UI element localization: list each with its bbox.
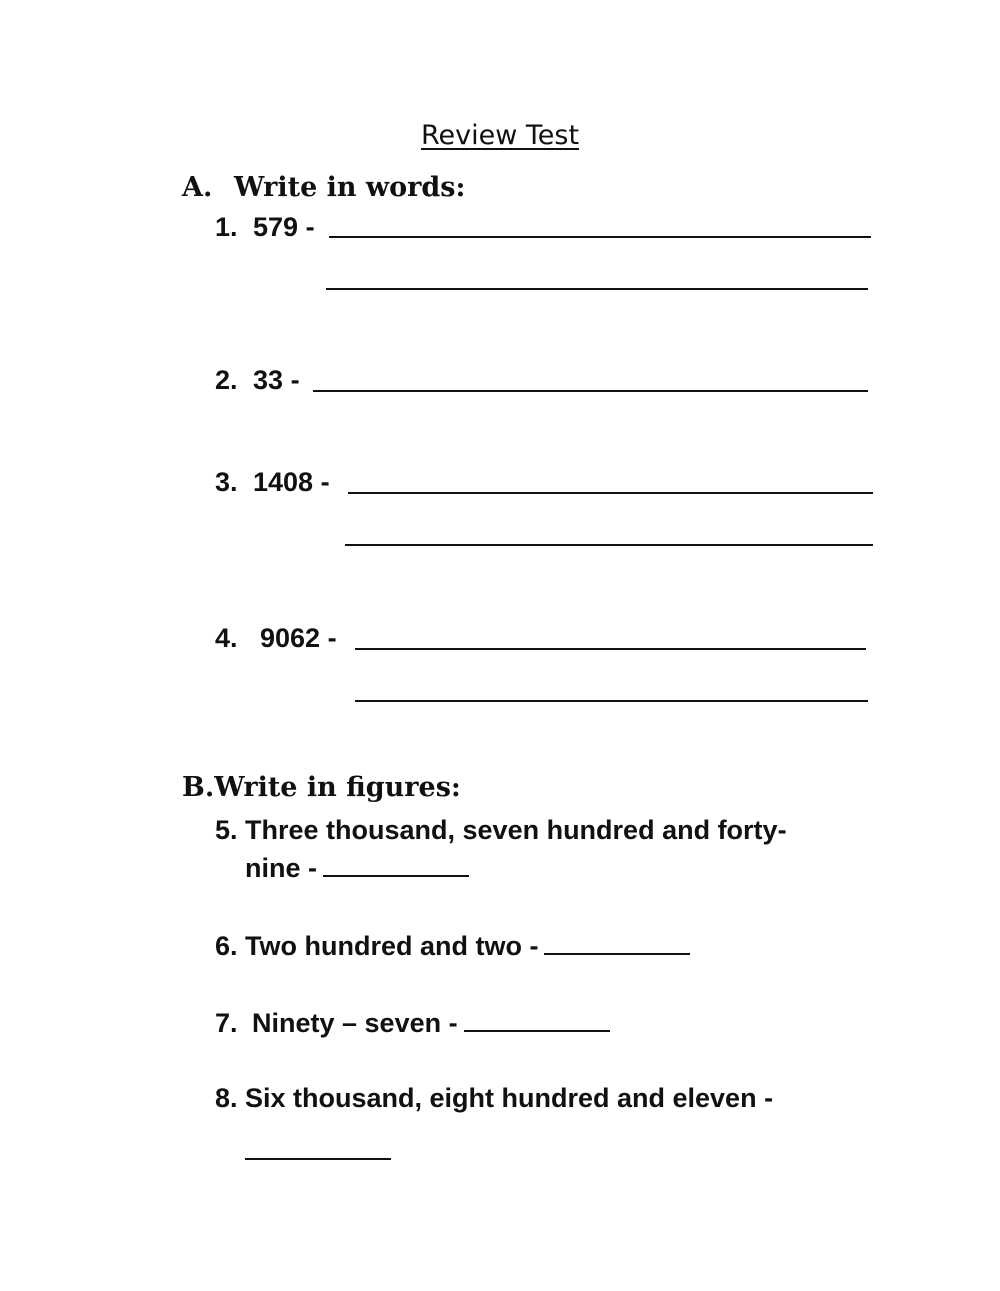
- question-number: 3.: [215, 467, 238, 497]
- answer-line-1b[interactable]: [326, 288, 868, 290]
- question-number: 4.: [215, 623, 238, 653]
- question-4: [215, 623, 337, 654]
- question-number: 5.: [215, 815, 238, 845]
- answer-line-8[interactable]: [245, 1158, 391, 1160]
- question-number: 2.: [215, 365, 238, 395]
- question-2: [215, 365, 300, 396]
- question-separator: -: [305, 212, 315, 242]
- answer-line-5[interactable]: [323, 875, 469, 877]
- question-value: 579: [253, 212, 299, 242]
- question-value: 33: [253, 365, 284, 395]
- question-text: nine -: [245, 853, 317, 883]
- question-6: [215, 931, 690, 962]
- question-text: Six thousand, eight hundred and eleven -: [245, 1083, 774, 1113]
- question-text: Three thousand, seven hundred and forty-: [245, 815, 787, 845]
- section-a-title: Write in words:: [234, 172, 466, 203]
- question-number: 8.: [215, 1083, 238, 1113]
- question-1: [215, 212, 315, 243]
- question-value: 1408: [253, 467, 314, 497]
- section-b-title: Write in figures:: [214, 772, 461, 803]
- question-5: [215, 815, 787, 846]
- question-text: Ninety – seven -: [252, 1008, 458, 1038]
- answer-line-3a[interactable]: [348, 492, 873, 494]
- answer-line-3b[interactable]: [345, 544, 873, 546]
- question-number: 1.: [215, 212, 238, 242]
- answer-line-2[interactable]: [313, 390, 868, 392]
- section-a-letter: A.: [182, 172, 213, 203]
- answer-line-4b[interactable]: [355, 700, 868, 702]
- answer-line-6[interactable]: [544, 953, 690, 955]
- section-b-letter: B.: [182, 772, 215, 803]
- question-text: Two hundred and two -: [245, 931, 539, 961]
- page-title: Review Test: [420, 120, 580, 151]
- question-value: 9062: [260, 623, 321, 653]
- question-3: [215, 467, 330, 498]
- section-b-heading: [182, 772, 461, 803]
- answer-line-4a[interactable]: [355, 648, 866, 650]
- question-number: 6.: [215, 931, 238, 961]
- question-separator: -: [327, 623, 337, 653]
- question-separator: -: [320, 467, 330, 497]
- answer-line-7[interactable]: [464, 1030, 610, 1032]
- question-8: [215, 1083, 773, 1114]
- answer-line-1a[interactable]: [329, 236, 871, 238]
- question-5-continued: [245, 853, 469, 884]
- question-number: 7.: [215, 1008, 238, 1038]
- section-a-heading: [182, 172, 465, 203]
- question-7: [215, 1008, 610, 1039]
- question-separator: -: [290, 365, 300, 395]
